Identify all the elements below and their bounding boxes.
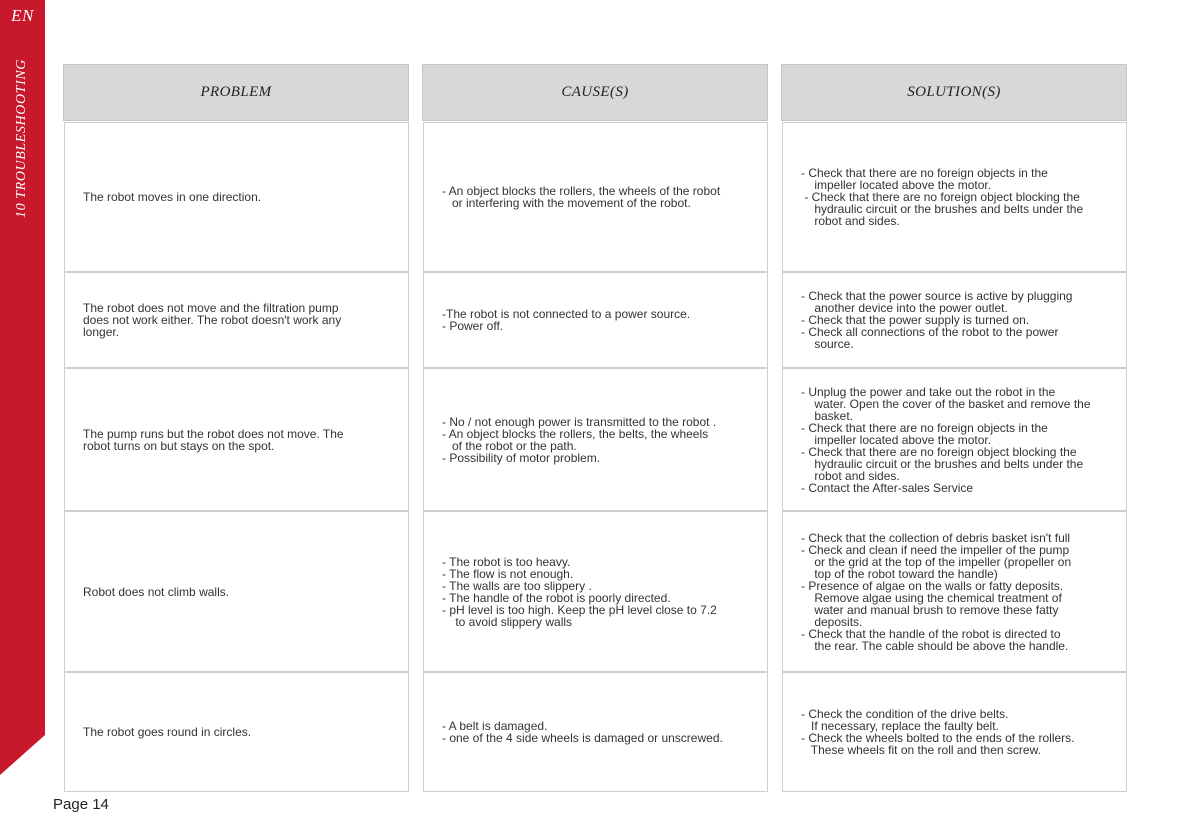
problem-line: does not work either. The robot doesn't work any (83, 313, 342, 327)
cause-line: -The robot is not connected to a power source. (442, 307, 691, 321)
problem-line: The robot goes round in circles. (83, 725, 252, 739)
row-4-cause-cell (423, 511, 768, 672)
cause-line: - The robot is too heavy. (442, 554, 571, 569)
cause-line: - No / not enough power is transmitted to the robot . (442, 414, 717, 429)
solution-line: robot and sides. (801, 468, 900, 483)
cause-line: or interfering with the movement of the robot. (442, 196, 691, 210)
solution-line: - Check that there are no foreign objects in the (801, 166, 1048, 180)
solution-line: - Check that there are no foreign objects in the (801, 420, 1048, 435)
problem-line: The robot moves in one direction. (83, 190, 262, 204)
cause-line: - pH level is too high. Keep the pH level close to 7.2 (442, 602, 717, 617)
row-1-solution-cell (782, 122, 1127, 272)
solution-line: - Check the condition of the drive belts. (801, 707, 1009, 721)
header-problem: PROBLEM (63, 64, 409, 121)
row-5-solution-cell (782, 672, 1127, 792)
cause-line: of the robot or the path. (442, 438, 577, 453)
problem-text (65, 302, 408, 338)
solution-line: - Check that the collection of debris basket isn't full (801, 530, 1071, 545)
cause-line: - An object blocks the rollers, the belts, the wheels (442, 426, 709, 441)
solution-text (783, 708, 1126, 756)
problem-line: robot turns on but stays on the spot. (83, 438, 275, 453)
problem-text (65, 726, 408, 738)
solution-line: - Check that the power source is active by plugging (801, 289, 1073, 303)
solution-line: These wheels fit on the roll and then screw. (801, 743, 1041, 757)
cause-line: - The handle of the robot is poorly directed. (442, 590, 671, 605)
cause-text (424, 185, 767, 209)
solution-line: source. (801, 337, 854, 351)
row-5-cause-cell (423, 672, 768, 792)
solution-text (783, 167, 1126, 227)
solution-line: - Check that the power supply is turned on. (801, 313, 1030, 327)
solution-text (783, 386, 1126, 494)
row-1-problem-cell (64, 122, 409, 272)
solution-line: impeller located above the motor. (801, 178, 992, 192)
header-cause: CAUSE(S) (422, 64, 768, 121)
solution-line: the rear. The cable should be above the handle. (801, 638, 1069, 653)
solution-line: - Check that there are no foreign object blocking the (801, 444, 1077, 459)
problem-line: longer. (83, 325, 120, 339)
problem-text (65, 428, 408, 452)
solution-line: deposits. (801, 614, 863, 629)
solution-line: impeller located above the motor. (801, 432, 992, 447)
solution-line: Remove algae using the chemical treatment of (801, 590, 1062, 605)
solution-text (783, 532, 1126, 652)
problem-line: Robot does not climb walls. (83, 584, 230, 599)
row-2-problem-cell (64, 272, 409, 368)
solution-line: water and manual brush to remove these fatty (801, 602, 1059, 617)
solution-line: basket. (801, 408, 854, 423)
cause-text (424, 720, 767, 744)
row-2-solution-cell (782, 272, 1127, 368)
row-4-problem-cell (64, 511, 409, 672)
page-number: Page 14 (53, 796, 109, 813)
cause-text (424, 416, 767, 464)
solution-line: water. Open the cover of the basket and remove the (801, 396, 1091, 411)
row-3-solution-cell (782, 368, 1127, 511)
header-solution: SOLUTION(S) (781, 64, 1127, 121)
solution-line: - Check the wheels bolted to the ends of the rollers. (801, 731, 1075, 745)
solution-line: - Check and clean if need the impeller of the pump (801, 542, 1070, 557)
cause-text (424, 556, 767, 628)
cause-line: - An object blocks the rollers, the wheels of the robot (442, 184, 721, 198)
solution-line: If necessary, replace the faulty belt. (801, 719, 999, 733)
solution-line: robot and sides. (801, 214, 900, 228)
row-2-cause-cell (423, 272, 768, 368)
cause-line: - The flow is not enough. (442, 566, 574, 581)
problem-text (65, 586, 408, 598)
solution-line: - Presence of algae on the walls or fatty deposits. (801, 578, 1064, 593)
section-title: 10 TROUBLESHOOTING (14, 59, 29, 218)
cause-line: to avoid slippery walls (442, 614, 573, 629)
cause-text (424, 308, 767, 332)
cause-line: - The walls are too slippery . (442, 578, 592, 593)
problem-line: The pump runs but the robot does not move. The (83, 426, 344, 441)
solution-line: - Unplug the power and take out the robot in the (801, 384, 1056, 399)
solution-line: or the grid at the top of the impeller (propeller on (801, 554, 1072, 569)
solution-line: top of the robot toward the handle) (801, 566, 998, 581)
cause-line: - one of the 4 side wheels is damaged or unscrewed. (442, 731, 723, 745)
solution-line: - Check that the handle of the robot is directed to (801, 626, 1061, 641)
language-label: EN (11, 6, 34, 25)
solution-line: - Contact the After-sales Service (801, 480, 974, 495)
row-4-solution-cell (782, 511, 1127, 672)
cause-line: - Possibility of motor problem. (442, 450, 601, 465)
problem-line: The robot does not move and the filtration pump (83, 301, 339, 315)
solution-text (783, 290, 1126, 350)
row-1-cause-cell (423, 122, 768, 272)
solution-line: - Check all connections of the robot to the power (801, 325, 1059, 339)
cause-line: - A belt is damaged. (442, 719, 548, 733)
row-5-problem-cell (64, 672, 409, 792)
row-3-problem-cell (64, 368, 409, 511)
solution-line: another device into the power outlet. (801, 301, 1008, 315)
row-3-cause-cell (423, 368, 768, 511)
problem-text (65, 191, 408, 203)
cause-line: - Power off. (442, 319, 504, 333)
solution-line: hydraulic circuit or the brushes and belts under the (801, 202, 1084, 216)
solution-line: hydraulic circuit or the brushes and belts under the (801, 456, 1084, 471)
solution-line: - Check that there are no foreign object blocking the (801, 190, 1080, 204)
